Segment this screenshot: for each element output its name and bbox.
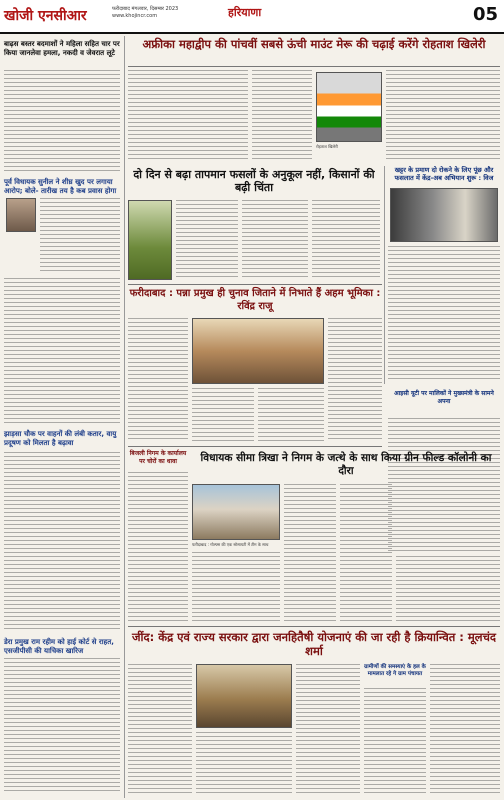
faridabad-body-col4	[328, 318, 382, 442]
gram-panchayat-side-headline: ग्रामीणों की समस्याएं के हल के मामलात रहे गे ग्राम पंचायत	[364, 664, 426, 677]
meru-body-col1	[128, 70, 248, 162]
jind-headline: जींद: केंद्र एवं राज्य सरकार द्वारा जनहितैषी योजनाएं की जा रही है क्रियान्वित : मूलचंद शर्मा	[132, 630, 496, 658]
gram-panchayat-side-body	[364, 688, 426, 794]
bijli-side-body	[128, 472, 188, 622]
left-story1-body	[4, 70, 120, 174]
trikha-body-col1	[284, 484, 336, 622]
temperature-body-col2	[242, 200, 308, 280]
section-name: हरियाणा	[228, 6, 262, 19]
side-box	[388, 388, 500, 414]
left-story4-headline: डेरा प्रमुख राम रहीम को हाई कोर्ट से राहत, एसजीपीसी की याचिका खारिज	[4, 638, 114, 655]
issue-website: www.khojincr.com	[112, 13, 158, 19]
trikha-body-col3	[396, 556, 500, 622]
temperature-body-col1	[176, 200, 238, 280]
left-story2-body-side	[40, 198, 120, 274]
meeting-photo	[192, 318, 324, 384]
column-divider	[384, 166, 385, 384]
minister-photo	[390, 188, 498, 242]
faridabad-body-col3	[258, 388, 324, 442]
trikha-body-col0	[192, 552, 280, 622]
bijli-side-headline: बिजली निगम के कार्यालय पर चोरों का धावा	[129, 450, 187, 465]
crop-field-photo	[128, 200, 172, 280]
issue-date: फरीदाबाद मंगलवार, दिसम्बर 2023	[112, 6, 179, 12]
vij-headline: खट्टर के प्रमाण दो रोकने के लिए पूंछ और फसलात में केंद्र-अब अभियान शुरू : विज	[394, 166, 494, 182]
trikha-body-col2	[340, 484, 392, 622]
headline-rule	[128, 66, 500, 67]
issue-meta	[112, 6, 178, 20]
meru-body-col3	[386, 70, 500, 162]
left-story3-body	[4, 452, 120, 632]
farmers-side-body	[388, 418, 500, 552]
meru-photo-caption: रोहताश खिलेरी	[316, 144, 338, 149]
section-rule	[128, 446, 382, 447]
faridabad-body-col1	[128, 318, 188, 442]
left-story2-body	[4, 278, 120, 426]
left-story2-headline: पूर्व विधायक सुनील ने शीघ्र खुद पर लगाया आरोप; बोले- तारीख तय है कब प्रवास होगा	[4, 178, 117, 195]
jind-event-photo	[196, 664, 292, 728]
section-rule	[128, 626, 500, 627]
trikha-headline: विधायक सीमा त्रिखा ने निगम के जत्थे के साथ किया ग्रीन फील्ड कॉलोनी का दौरा	[200, 452, 492, 477]
vij-body	[388, 246, 500, 382]
temperature-headline: दो दिन से बढ़ा तापमान फसलों के अनुकूल नहीं, किसानों की बढ़ी चिंता	[133, 168, 375, 194]
temperature-body-col3	[312, 200, 380, 280]
page-number: 05	[472, 4, 498, 25]
colony-visit-photo	[192, 484, 280, 540]
left-story3-headline: झाड़सा चौक पर वाहनों की लंबी कतार, वायु प्रदूषण को मिलता है बढ़ावा	[4, 430, 117, 447]
faridabad-headline: फरीदाबाद : पन्ना प्रमुख ही चुनाव जिताने में निभाते हैं अहम भूमिका : रविंद्र राजू	[129, 288, 381, 312]
newspaper-brand: खोजी एनसीआर	[4, 8, 87, 24]
meru-headline: अफ्रीका महाद्वीप की पांचवीं सबसे ऊंची माउंट मेरू की चढ़ाई करेंगे रोहताश खिलेरी	[142, 37, 486, 51]
left-story4-body	[4, 658, 120, 794]
jind-body-col1	[128, 664, 192, 794]
left-story1-headline: बाढ़स बस्तर बदमाशों ने महिला सहित चार पर किया जानलेवा हमला, नकदी व जेवरात लूटे	[4, 40, 120, 57]
jind-body-col4	[430, 664, 500, 794]
section-rule	[128, 284, 382, 285]
column-divider	[124, 36, 125, 798]
jind-body-col3	[296, 664, 360, 794]
flag-bearer-photo	[316, 72, 382, 142]
trikha-photo-caption: फरीदाबाद : गोल्फ्स की एक सोसायटी में टीम के साथ	[192, 542, 269, 547]
masthead	[0, 0, 504, 34]
politician-photo	[6, 198, 36, 232]
faridabad-body-col2	[192, 388, 254, 442]
jind-body-col2	[196, 732, 292, 794]
meru-body-col2	[252, 70, 312, 162]
farmers-side-headline: आइसी यूटी पर मालिकों ने मुख्यमंत्री के सामने अपना	[394, 390, 494, 405]
